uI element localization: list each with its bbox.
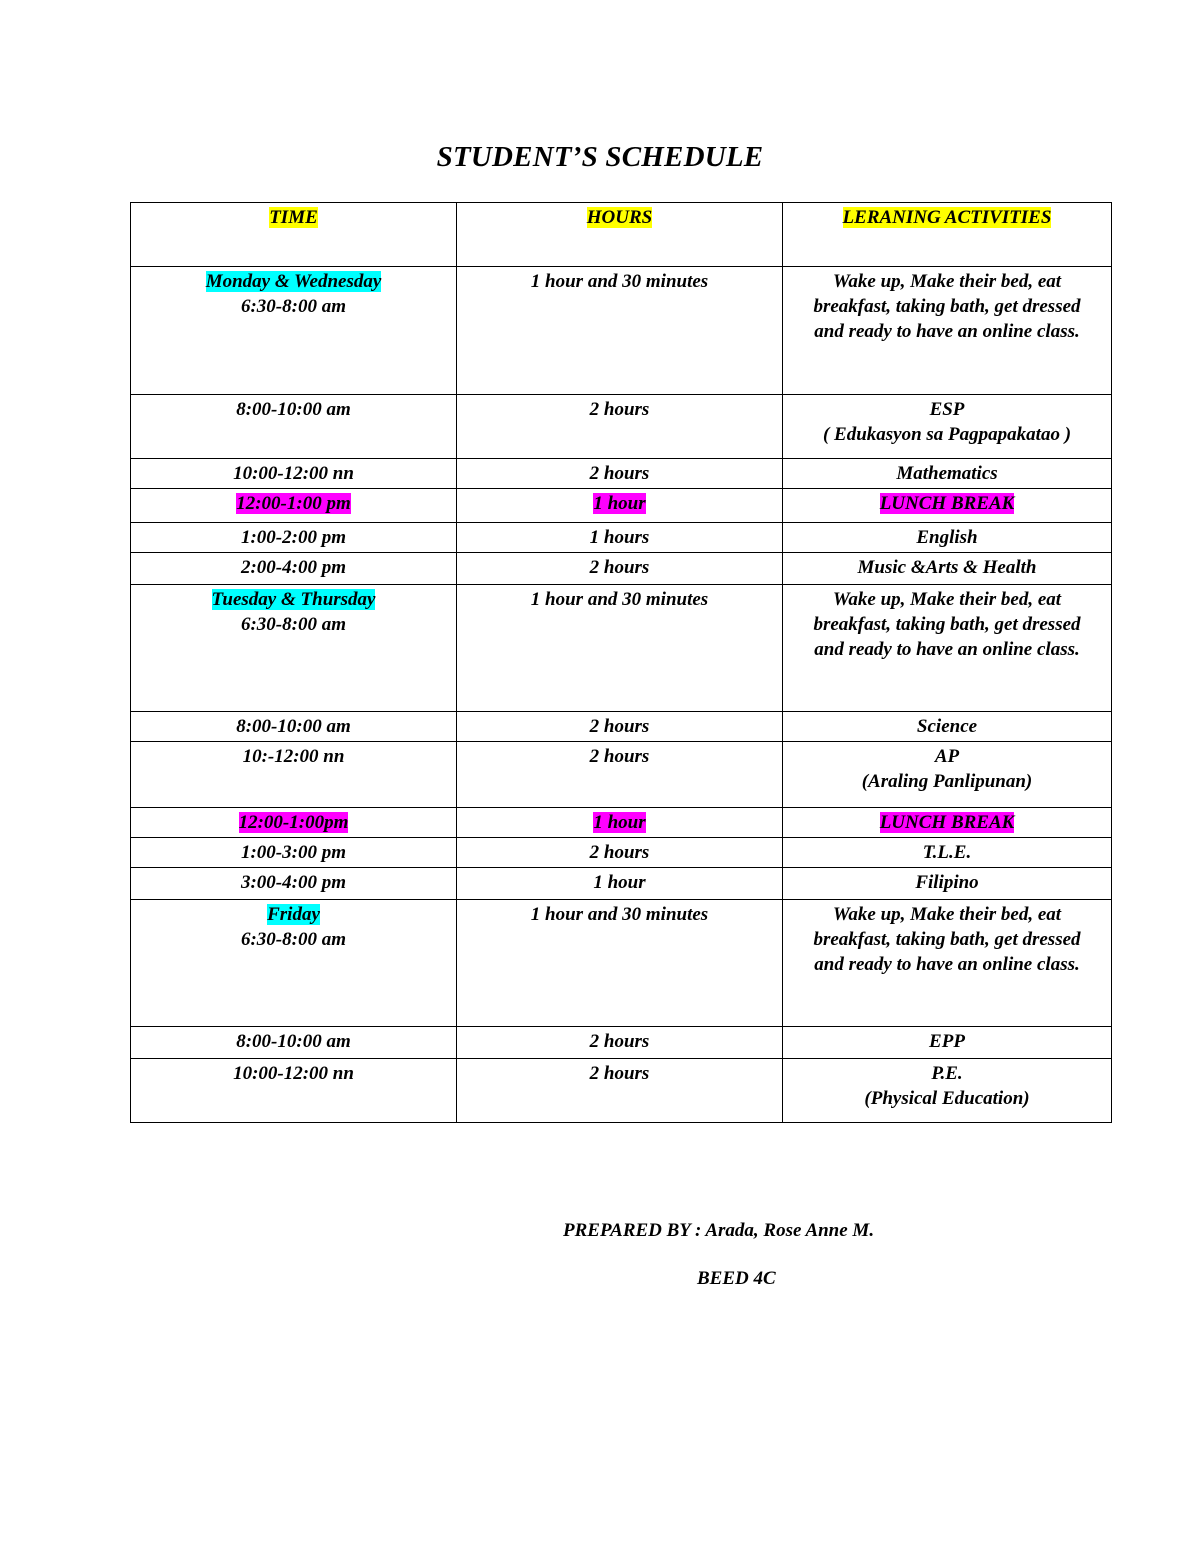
hours-value: 1 hour — [593, 493, 646, 514]
hours-value: 1 hours — [589, 527, 650, 548]
hours-cell — [457, 267, 783, 395]
activity-cell — [783, 1027, 1112, 1059]
activity-line: breakfast, taking bath, get dressed — [813, 929, 1081, 950]
activity-cell — [783, 267, 1112, 395]
activity-cell — [783, 459, 1112, 489]
header-time-label: TIME — [269, 207, 318, 228]
activity-line: and ready to have an online class. — [814, 954, 1080, 975]
activity-cell — [783, 395, 1112, 459]
table-row — [131, 838, 1112, 868]
course-section: BEED 4C — [697, 1268, 776, 1289]
hours-cell — [457, 808, 783, 838]
time-value: 1:00-2:00 pm — [240, 527, 346, 548]
activity-line: P.E. — [931, 1063, 963, 1084]
activity-cell — [783, 742, 1112, 808]
time-cell — [131, 742, 457, 808]
time-cell — [131, 1059, 457, 1123]
table-row — [131, 553, 1112, 585]
activity-cell — [783, 489, 1112, 523]
lunch-row — [131, 489, 1112, 523]
table-row — [131, 1059, 1112, 1123]
hours-cell — [457, 868, 783, 900]
time-cell — [131, 459, 457, 489]
time-value: 6:30-8:00 am — [240, 614, 346, 635]
activity-line: LUNCH BREAK — [879, 493, 1015, 514]
time-cell — [131, 712, 457, 742]
activity-line: and ready to have an online class. — [814, 321, 1080, 342]
activity-line: breakfast, taking bath, get dressed — [813, 296, 1081, 317]
activity-cell — [783, 838, 1112, 868]
table-row — [131, 395, 1112, 459]
activity-line: (Physical Education) — [864, 1088, 1030, 1109]
time-cell — [131, 868, 457, 900]
activity-line: LUNCH BREAK — [879, 812, 1015, 833]
activity-cell — [783, 553, 1112, 585]
hours-cell — [457, 459, 783, 489]
hours-cell — [457, 489, 783, 523]
lunch-row — [131, 808, 1112, 838]
day-label: Friday — [267, 904, 320, 925]
table-header-row — [131, 203, 1112, 267]
time-cell — [131, 808, 457, 838]
time-value: 12:00-1:00pm — [238, 812, 349, 833]
hours-cell — [457, 742, 783, 808]
table-row — [131, 585, 1112, 712]
activity-cell — [783, 900, 1112, 1027]
hours-cell — [457, 712, 783, 742]
activity-line: Filipino — [915, 872, 979, 893]
hours-value: 2 hours — [589, 842, 650, 863]
activity-line: Wake up, Make their bed, eat — [832, 589, 1062, 610]
schedule-table — [130, 202, 1112, 1123]
time-cell — [131, 838, 457, 868]
table-row — [131, 900, 1112, 1027]
activity-line: Mathematics — [896, 463, 998, 484]
time-cell — [131, 523, 457, 553]
table-row — [131, 523, 1112, 553]
activity-line: Music &Arts & Health — [857, 557, 1037, 578]
activity-cell — [783, 1059, 1112, 1123]
time-value: 10:00-12:00 nn — [233, 463, 354, 484]
activity-line: EPP — [929, 1031, 965, 1052]
time-value: 1:00-3:00 pm — [240, 842, 346, 863]
time-value: 6:30-8:00 am — [240, 296, 346, 317]
activity-cell — [783, 868, 1112, 900]
hours-value: 1 hour — [593, 812, 646, 833]
time-value: 12:00-1:00 pm — [236, 493, 351, 514]
hours-cell — [457, 900, 783, 1027]
hours-cell — [457, 553, 783, 585]
prepared-by: PREPARED BY : Arada, Rose Anne M. — [563, 1220, 875, 1241]
time-cell — [131, 900, 457, 1027]
hours-value: 2 hours — [589, 1031, 650, 1052]
page-title: STUDENT’S SCHEDULE — [436, 141, 764, 173]
hours-value: 1 hour and 30 minutes — [530, 271, 709, 292]
time-value: 10:-12:00 nn — [242, 746, 345, 767]
hours-cell — [457, 395, 783, 459]
header-activities-label: LERANING ACTIVITIES — [842, 207, 1052, 228]
activity-cell — [783, 808, 1112, 838]
activity-line: breakfast, taking bath, get dressed — [813, 614, 1081, 635]
hours-value: 2 hours — [589, 716, 650, 737]
table-row — [131, 267, 1112, 395]
time-cell — [131, 585, 457, 712]
time-cell — [131, 553, 457, 585]
activity-line: (Araling Panlipunan) — [861, 771, 1033, 792]
activity-cell — [783, 523, 1112, 553]
time-value: 2:00-4:00 pm — [240, 557, 346, 578]
hours-value: 1 hour and 30 minutes — [530, 589, 709, 610]
time-cell — [131, 395, 457, 459]
header-hours-label: HOURS — [586, 207, 653, 228]
time-cell — [131, 489, 457, 523]
activity-line: ( Edukasyon sa Pagpapakatao ) — [822, 424, 1072, 445]
header-time — [131, 203, 457, 267]
table-row — [131, 742, 1112, 808]
activity-line: Wake up, Make their bed, eat — [832, 271, 1062, 292]
activity-line: Wake up, Make their bed, eat — [832, 904, 1062, 925]
activity-line: and ready to have an online class. — [814, 639, 1080, 660]
time-value: 10:00-12:00 nn — [233, 1063, 354, 1084]
activity-line: English — [916, 527, 978, 548]
header-hours — [457, 203, 783, 267]
hours-value: 2 hours — [589, 1063, 650, 1084]
time-cell — [131, 267, 457, 395]
day-label: Monday & Wednesday — [205, 271, 382, 292]
header-activities — [783, 203, 1112, 267]
time-value: 8:00-10:00 am — [236, 716, 351, 737]
hours-cell — [457, 1027, 783, 1059]
time-cell — [131, 1027, 457, 1059]
hours-cell — [457, 1059, 783, 1123]
activity-cell — [783, 712, 1112, 742]
time-value: 3:00-4:00 pm — [240, 872, 346, 893]
hours-value: 2 hours — [589, 557, 650, 578]
activity-line: Science — [916, 716, 978, 737]
activity-cell — [783, 585, 1112, 712]
table-row — [131, 712, 1112, 742]
table-row — [131, 459, 1112, 489]
hours-value: 1 hour and 30 minutes — [530, 904, 709, 925]
hours-cell — [457, 523, 783, 553]
hours-value: 2 hours — [589, 746, 650, 767]
hours-value: 2 hours — [589, 399, 650, 420]
table-row — [131, 868, 1112, 900]
time-value: 6:30-8:00 am — [240, 929, 346, 950]
table-row — [131, 1027, 1112, 1059]
activity-line: ESP — [929, 399, 965, 420]
hours-cell — [457, 838, 783, 868]
activity-line: T.L.E. — [922, 842, 972, 863]
activity-line: AP — [934, 746, 960, 767]
hours-value: 2 hours — [589, 463, 650, 484]
time-value: 8:00-10:00 am — [236, 1031, 351, 1052]
time-value: 8:00-10:00 am — [236, 399, 351, 420]
day-label: Tuesday & Thursday — [211, 589, 376, 610]
hours-cell — [457, 585, 783, 712]
hours-value: 1 hour — [593, 872, 646, 893]
